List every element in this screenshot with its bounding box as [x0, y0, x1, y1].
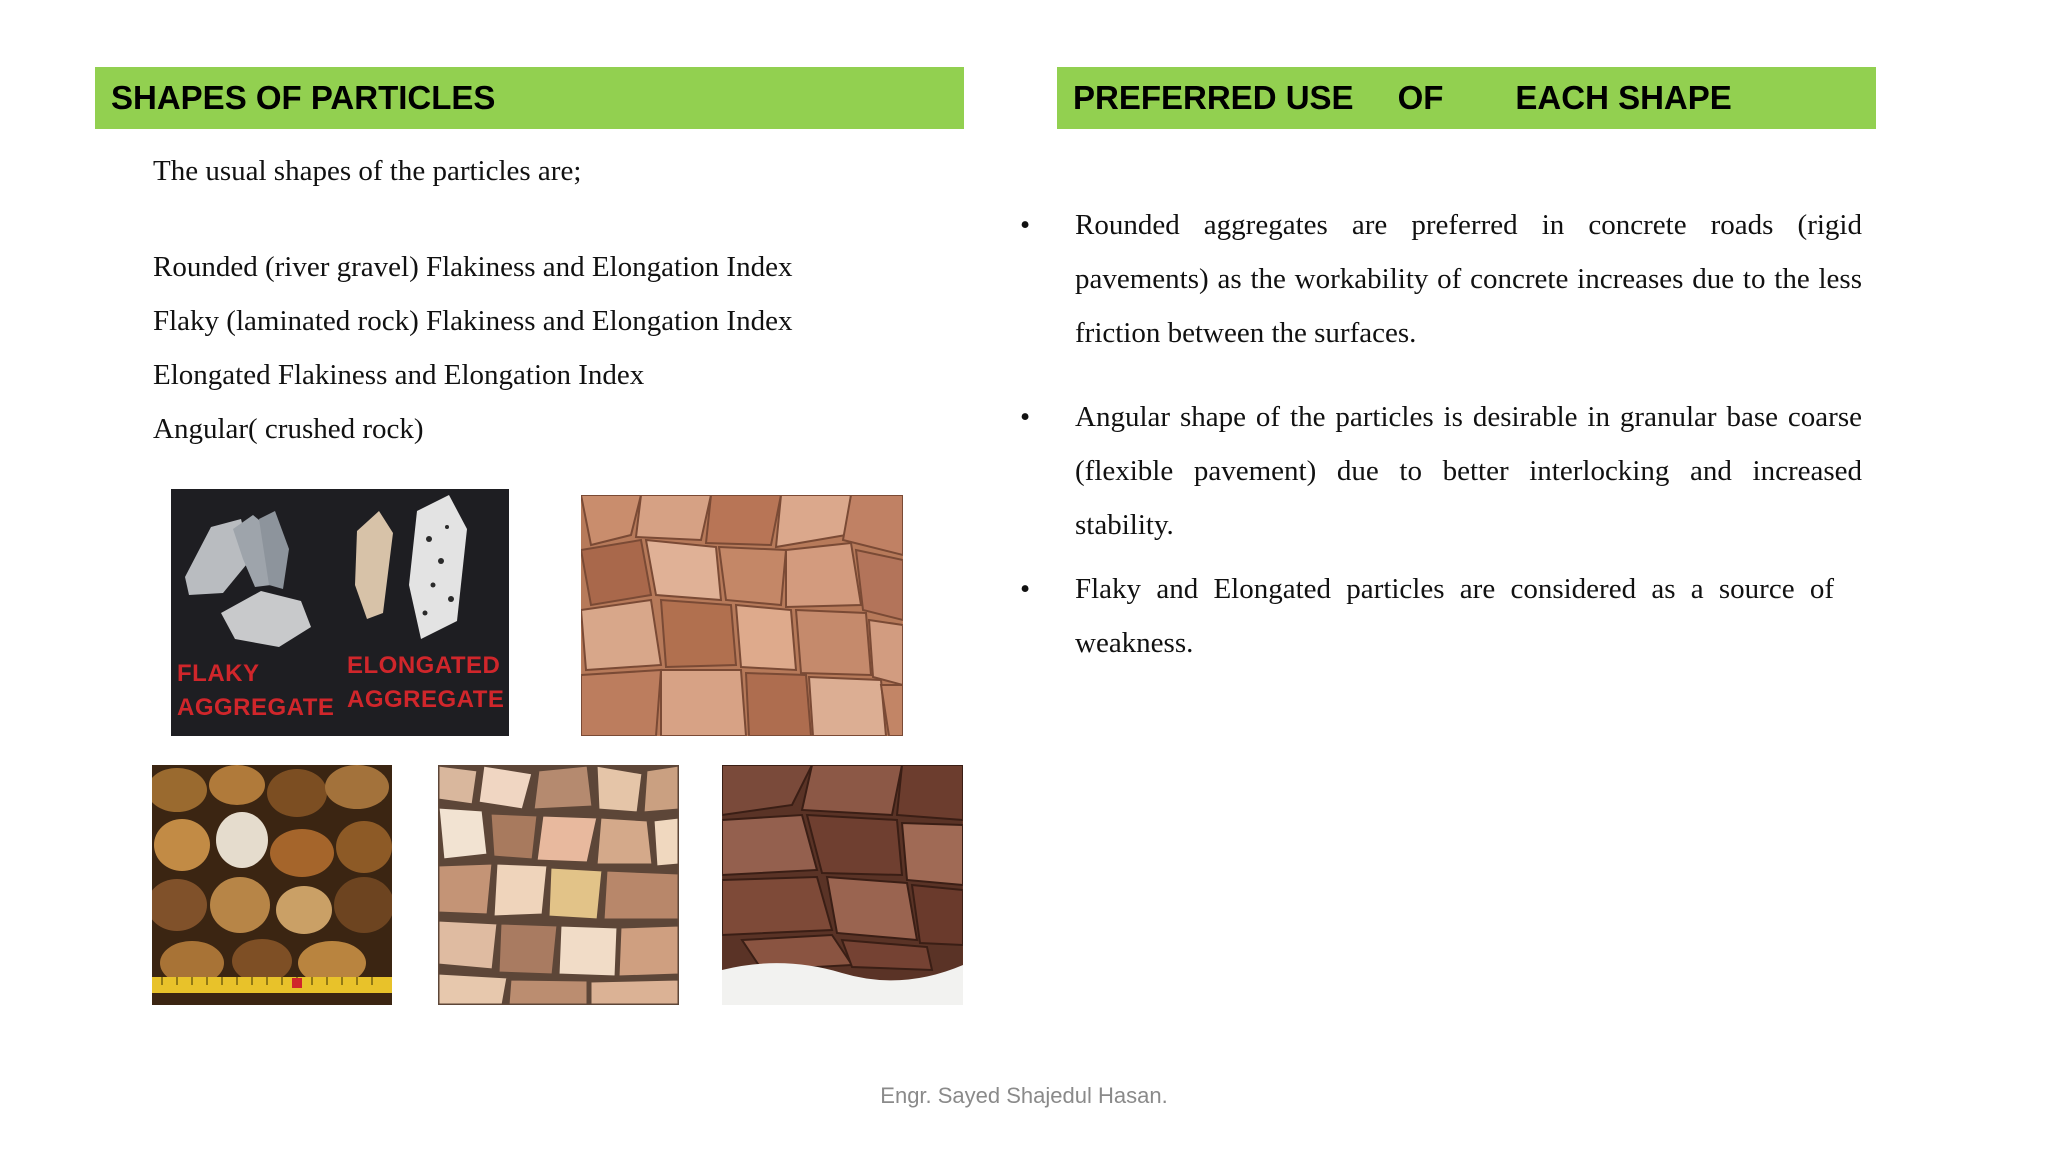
heading-text: SHAPES OF PARTICLES — [111, 79, 496, 116]
laminated-rock-photo — [722, 765, 963, 1005]
shapes-list — [153, 245, 792, 461]
rounded-stones-illustration — [152, 765, 392, 1005]
bullet-text: Flaky and Elongated particles are considered as a source of weakness. — [1075, 573, 1834, 659]
intro-text: The usual shapes of the particles are; — [153, 155, 582, 187]
bullet-symbol: • — [1020, 209, 1031, 241]
shape-item: Angular( crushed rock) — [153, 413, 424, 445]
preferred-use-list — [1020, 198, 1862, 670]
shape-item: Rounded (river gravel) Flakiness and Elongation Index — [153, 251, 793, 283]
crushed-stones-illustration — [438, 765, 679, 1005]
bullet-item — [1020, 390, 1862, 552]
shape-item: Elongated Flakiness and Elongation Index — [153, 359, 645, 391]
flaky-elongated-aggregate-photo — [171, 489, 509, 736]
bullet-symbol: • — [1020, 401, 1031, 433]
heading-word: EACH SHAPE — [1515, 79, 1732, 116]
crushed-gravel-photo — [438, 765, 679, 1005]
bullet-symbol: • — [1020, 573, 1031, 605]
flaky-rock-illustration — [722, 765, 963, 1005]
author-footer: Engr. Sayed Shajedul Hasan. — [880, 1083, 1168, 1108]
bullet-text: Rounded aggregates are preferred in concrete roads (rigid pavements) as the workability of concrete increases due to the less friction between the surfaces. — [1075, 209, 1862, 349]
section-heading-shapes — [95, 67, 964, 129]
bullet-item — [1020, 562, 1862, 670]
heading-word: PREFERRED USE — [1073, 79, 1354, 116]
bullet-item — [1020, 198, 1862, 360]
flaky-aggregate-label: FLAKY AGGREGATE — [177, 660, 335, 721]
shape-item: Flaky (laminated rock) Flakiness and Elongation Index — [153, 305, 793, 337]
heading-word: OF — [1397, 79, 1444, 116]
angular-stones-illustration — [581, 495, 903, 736]
rounded-gravel-photo — [152, 765, 392, 1005]
elongated-aggregate-label: ELONGATED AGGREGATE — [347, 652, 505, 713]
section-heading-preferred-use — [1057, 67, 1876, 129]
bullet-text: Angular shape of the particles is desirable in granular base coarse (flexible pavement) due to better interlocking and increased stability. — [1075, 401, 1862, 541]
angular-aggregate-photo — [581, 495, 903, 736]
